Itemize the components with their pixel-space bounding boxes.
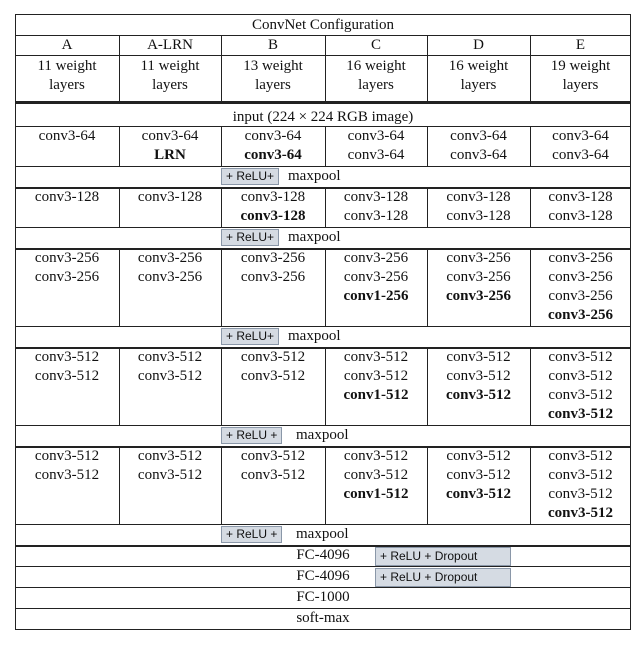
layer-label: LRN bbox=[154, 147, 186, 163]
depth-label: 19 weight bbox=[550, 58, 611, 74]
column-rule bbox=[427, 35, 428, 103]
column-rule bbox=[119, 446, 120, 524]
column-rule bbox=[325, 347, 326, 425]
layer-label: conv3-128 bbox=[240, 208, 306, 224]
layer-cell bbox=[530, 188, 631, 228]
column-header-B bbox=[221, 36, 325, 55]
layer-label: conv3-512 bbox=[343, 349, 409, 365]
layer-label: conv3-64 bbox=[347, 147, 405, 163]
layer-label: conv3-128 bbox=[343, 189, 409, 205]
layer-label: conv3-64 bbox=[38, 128, 96, 144]
layer-label: conv3-256 bbox=[446, 288, 511, 304]
layer-cell bbox=[221, 348, 325, 426]
fc-row-label: FC-4096 bbox=[296, 547, 350, 563]
layer-cell bbox=[530, 348, 631, 426]
layer-cell bbox=[15, 447, 119, 525]
column-rule bbox=[530, 126, 531, 166]
layer-label: conv3-512 bbox=[446, 349, 511, 365]
layer-label: conv3-512 bbox=[34, 448, 100, 464]
layer-cell bbox=[325, 348, 427, 426]
relu-annotation: + ReLU+ bbox=[221, 328, 279, 345]
layer-label: conv3-512 bbox=[343, 448, 409, 464]
layer-label: conv3-256 bbox=[343, 250, 409, 266]
depth-label: layers bbox=[562, 77, 599, 93]
layer-label: conv3-256 bbox=[446, 269, 511, 285]
layer-label: conv3-256 bbox=[34, 269, 100, 285]
layer-cell bbox=[15, 127, 119, 167]
column-header-E bbox=[530, 36, 631, 55]
layer-label: conv3-512 bbox=[446, 467, 511, 483]
layer-cell bbox=[15, 348, 119, 426]
layer-cell bbox=[221, 249, 325, 327]
column-rule bbox=[119, 35, 120, 103]
layer-label: conv3-256 bbox=[548, 269, 613, 285]
layer-label: conv3-64 bbox=[552, 147, 609, 163]
layer-label: conv3-512 bbox=[446, 486, 511, 502]
layer-label: conv3-128 bbox=[446, 189, 511, 205]
layer-label: conv3-512 bbox=[343, 467, 409, 483]
column-rule bbox=[325, 126, 326, 166]
layer-cell bbox=[427, 348, 530, 426]
frame-left bbox=[15, 14, 16, 630]
column-name: E bbox=[575, 37, 586, 53]
column-rule bbox=[530, 347, 531, 425]
relu-dropout-annotation: + ReLU + Dropout bbox=[375, 568, 511, 587]
column-depth-A bbox=[15, 57, 119, 97]
fc-row-label: FC-4096 bbox=[296, 568, 350, 584]
layer-label: conv3-64 bbox=[141, 128, 199, 144]
layer-label: conv3-512 bbox=[34, 467, 100, 483]
rule-line bbox=[15, 629, 631, 630]
column-header-A bbox=[15, 36, 119, 55]
layer-cell bbox=[119, 127, 221, 167]
layer-cell bbox=[530, 447, 631, 525]
relu-annotation: + ReLU + bbox=[221, 526, 282, 543]
layer-cell bbox=[119, 249, 221, 327]
layer-label: conv3-128 bbox=[446, 208, 511, 224]
column-name: D bbox=[473, 37, 484, 53]
column-rule bbox=[325, 446, 326, 524]
layer-label: conv3-512 bbox=[548, 467, 613, 483]
column-name: B bbox=[267, 37, 278, 53]
layer-label: conv3-128 bbox=[34, 189, 100, 205]
layer-cell bbox=[325, 127, 427, 167]
layer-label: conv3-512 bbox=[240, 448, 306, 464]
relu-annotation: + ReLU + bbox=[221, 427, 282, 444]
layer-label: conv3-256 bbox=[548, 307, 613, 323]
column-rule bbox=[221, 347, 222, 425]
column-rule bbox=[427, 187, 428, 227]
layer-label: conv3-512 bbox=[343, 368, 409, 384]
column-rule bbox=[221, 446, 222, 524]
layer-cell bbox=[325, 188, 427, 228]
layer-label: conv1-512 bbox=[343, 387, 409, 403]
layer-label: conv3-64 bbox=[450, 147, 507, 163]
layer-label: conv1-512 bbox=[343, 486, 409, 502]
rule-line bbox=[15, 103, 631, 104]
layer-label: conv3-512 bbox=[137, 448, 203, 464]
depth-label: 13 weight bbox=[243, 58, 303, 74]
layer-label: conv3-512 bbox=[137, 368, 203, 384]
layer-label: conv3-64 bbox=[552, 128, 609, 144]
column-rule bbox=[427, 347, 428, 425]
column-header-C bbox=[325, 36, 427, 55]
layer-label: conv3-64 bbox=[347, 128, 405, 144]
layer-label: conv3-512 bbox=[548, 448, 613, 464]
layer-label: conv3-512 bbox=[34, 368, 100, 384]
relu-annotation: + ReLU+ bbox=[221, 168, 279, 185]
layer-label: conv3-512 bbox=[446, 368, 511, 384]
relu-dropout-annotation: + ReLU + Dropout bbox=[375, 547, 511, 566]
depth-label: layers bbox=[255, 77, 291, 93]
layer-cell bbox=[427, 188, 530, 228]
rule-line bbox=[15, 14, 631, 15]
column-rule bbox=[119, 248, 120, 326]
convnet-configuration-table bbox=[15, 14, 631, 642]
layer-cell bbox=[221, 447, 325, 525]
depth-label: layers bbox=[49, 77, 85, 93]
input-row: input (224 × 224 RGB image) bbox=[232, 109, 414, 125]
layer-label: conv3-512 bbox=[548, 406, 613, 422]
column-name: C bbox=[370, 37, 381, 53]
layer-label: conv3-128 bbox=[343, 208, 409, 224]
layer-label: conv3-128 bbox=[137, 189, 203, 205]
depth-label: 11 weight bbox=[140, 58, 200, 74]
layer-label: conv3-512 bbox=[137, 349, 203, 365]
layer-label: conv3-256 bbox=[343, 269, 409, 285]
layer-label: conv3-512 bbox=[548, 387, 613, 403]
layer-cell bbox=[119, 348, 221, 426]
column-rule bbox=[325, 248, 326, 326]
depth-label: layers bbox=[152, 77, 188, 93]
column-depth-A-LRN bbox=[119, 57, 221, 97]
maxpool-label: maxpool bbox=[288, 229, 341, 245]
layer-label: conv3-256 bbox=[34, 250, 100, 266]
layer-label: conv3-512 bbox=[446, 448, 511, 464]
column-rule bbox=[325, 35, 326, 103]
table-title: ConvNet Configuration bbox=[251, 17, 395, 33]
layer-label: conv3-128 bbox=[240, 189, 306, 205]
column-rule bbox=[530, 248, 531, 326]
relu-annotation: + ReLU+ bbox=[221, 229, 279, 246]
layer-cell bbox=[15, 188, 119, 228]
layer-cell bbox=[530, 249, 631, 327]
column-depth-E bbox=[530, 57, 631, 97]
column-depth-C bbox=[325, 57, 427, 97]
layer-label: conv3-128 bbox=[548, 208, 613, 224]
layer-label: conv3-256 bbox=[446, 250, 511, 266]
column-header-A-LRN bbox=[119, 36, 221, 55]
column-rule bbox=[530, 35, 531, 103]
column-depth-D bbox=[427, 57, 530, 97]
maxpool-label: maxpool bbox=[296, 526, 349, 542]
layer-cell bbox=[530, 127, 631, 167]
layer-label: conv3-512 bbox=[446, 387, 511, 403]
column-rule bbox=[221, 126, 222, 166]
column-rule bbox=[530, 187, 531, 227]
layer-label: conv1-256 bbox=[343, 288, 409, 304]
depth-label: layers bbox=[460, 77, 497, 93]
layer-label: conv3-512 bbox=[137, 467, 203, 483]
column-rule bbox=[119, 187, 120, 227]
column-rule bbox=[119, 126, 120, 166]
layer-label: conv3-512 bbox=[548, 486, 613, 502]
layer-label: conv3-256 bbox=[548, 250, 613, 266]
depth-label: 16 weight bbox=[448, 58, 509, 74]
depth-label: 16 weight bbox=[346, 58, 406, 74]
column-rule bbox=[221, 35, 222, 103]
layer-cell bbox=[325, 249, 427, 327]
layer-label: conv3-512 bbox=[548, 505, 613, 521]
depth-label: 11 weight bbox=[37, 58, 97, 74]
column-rule bbox=[119, 347, 120, 425]
layer-label: conv3-512 bbox=[34, 349, 100, 365]
fc-row-label: FC-1000 bbox=[296, 589, 350, 605]
layer-label: conv3-256 bbox=[240, 269, 306, 285]
depth-label: layers bbox=[358, 77, 394, 93]
layer-cell bbox=[119, 188, 221, 228]
layer-label: conv3-256 bbox=[137, 269, 203, 285]
layer-cell bbox=[427, 447, 530, 525]
layer-label: conv3-256 bbox=[137, 250, 203, 266]
layer-label: conv3-128 bbox=[548, 189, 613, 205]
layer-label: conv3-256 bbox=[548, 288, 613, 304]
column-rule bbox=[530, 446, 531, 524]
layer-label: conv3-64 bbox=[244, 128, 302, 144]
layer-cell bbox=[427, 249, 530, 327]
column-rule bbox=[427, 248, 428, 326]
rule-line bbox=[15, 55, 631, 56]
column-rule bbox=[221, 187, 222, 227]
maxpool-label: maxpool bbox=[288, 168, 341, 184]
layer-label: conv3-512 bbox=[240, 349, 306, 365]
layer-cell bbox=[221, 127, 325, 167]
column-header-D bbox=[427, 36, 530, 55]
layer-label: conv3-64 bbox=[450, 128, 507, 144]
column-rule bbox=[427, 126, 428, 166]
layer-label: conv3-64 bbox=[244, 147, 302, 163]
column-rule bbox=[325, 187, 326, 227]
maxpool-label: maxpool bbox=[296, 427, 349, 443]
layer-cell bbox=[221, 188, 325, 228]
column-rule bbox=[427, 446, 428, 524]
layer-label: conv3-512 bbox=[240, 467, 306, 483]
layer-cell bbox=[15, 249, 119, 327]
layer-label: conv3-256 bbox=[240, 250, 306, 266]
column-name: A bbox=[61, 37, 73, 53]
layer-cell bbox=[427, 127, 530, 167]
layer-label: conv3-512 bbox=[240, 368, 306, 384]
layer-cell bbox=[119, 447, 221, 525]
maxpool-label: maxpool bbox=[288, 328, 341, 344]
column-rule bbox=[221, 248, 222, 326]
column-name: A-LRN bbox=[147, 37, 193, 53]
layer-label: conv3-512 bbox=[548, 349, 613, 365]
fc-row-label: soft-max bbox=[296, 610, 350, 626]
column-depth-B bbox=[221, 57, 325, 97]
layer-label: conv3-512 bbox=[548, 368, 613, 384]
frame-right bbox=[630, 14, 631, 630]
layer-cell bbox=[325, 447, 427, 525]
